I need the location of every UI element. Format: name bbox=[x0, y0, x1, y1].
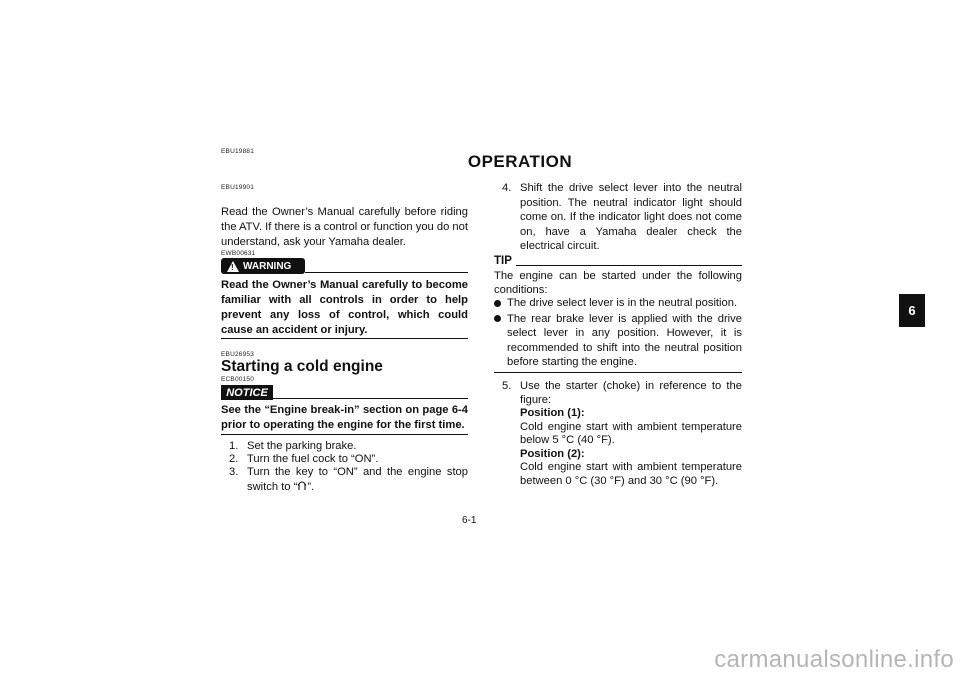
list-item bbox=[502, 181, 742, 251]
notice-code: ECB00150 bbox=[221, 376, 255, 383]
step-text-block bbox=[520, 380, 742, 488]
section-code-cold-start: EBU26953 bbox=[221, 351, 255, 358]
position-1-text: Cold engine start with ambient temperature below 5 °C (40 °F). bbox=[520, 420, 742, 446]
footer-watermark: carmanualsonline.info bbox=[714, 646, 954, 673]
intro-code: EBU19901 bbox=[221, 184, 255, 191]
position-2-label: Position (2): bbox=[520, 447, 585, 460]
chapter-tab: 6 bbox=[899, 294, 925, 327]
step-text-part: ”. bbox=[307, 480, 315, 493]
notice-text: See the “Engine break-in” section on page 6-4 prior to operating the engine for the first time. bbox=[221, 404, 468, 431]
notice-badge: NOTICE bbox=[221, 385, 273, 400]
step-text bbox=[247, 466, 468, 494]
list-item bbox=[502, 380, 742, 490]
list-item bbox=[229, 440, 468, 454]
tip-top-rule bbox=[516, 265, 742, 266]
intro-paragraph: Read the Owner’s Manual carefully before riding the ATV. If there is a control or function you do not understand, ask your Yamaha dealer. bbox=[221, 206, 468, 248]
warning-code: EWB00631 bbox=[221, 250, 256, 257]
tip-bullet-text: The rear brake lever is applied with the drive select lever in any position. However, it is recommended to shift into the neutral position before starting the engine. bbox=[507, 313, 742, 369]
step-number: 2. bbox=[229, 453, 239, 465]
engine-run-switch-icon bbox=[297, 480, 307, 491]
step-number: 4. bbox=[502, 182, 512, 194]
step-text: Shift the drive select lever into the neutral position. The neutral indicator light should come on. If the indicator light does not come on, have a Yamaha dealer check the electrical circuit. bbox=[520, 182, 742, 253]
step-number: 5. bbox=[502, 380, 512, 392]
position-2-text: Cold engine start with ambient temperature between 0 °C (30 °F) and 30 °C (90 °F). bbox=[520, 461, 742, 487]
tip-bullet bbox=[494, 312, 742, 368]
step-text: Turn the fuel cock to “ON”. bbox=[247, 453, 379, 465]
position-1-label: Position (1): bbox=[520, 407, 585, 419]
page-number: 6-1 bbox=[462, 515, 477, 526]
notice-bottom-rule bbox=[221, 434, 468, 435]
step-text: Set the parking brake. bbox=[247, 440, 357, 452]
step-text-part: Turn the key to “ON” and the engine stop switch to “ bbox=[247, 466, 468, 493]
tip-intro: The engine can be started under the following conditions: bbox=[494, 270, 742, 296]
list-item bbox=[229, 466, 468, 494]
warning-triangle-icon: ! bbox=[227, 261, 239, 272]
section-code: EBU19881 bbox=[221, 148, 255, 155]
step-number: 1. bbox=[229, 440, 239, 452]
warning-text: Read the Owner’s Manual carefully to become familiar with all controls in order to help prevent any loss of control, which could cause an accident or injury. bbox=[221, 279, 468, 336]
page-title: OPERATION bbox=[467, 152, 573, 171]
tip-bullet bbox=[494, 297, 742, 311]
step-number: 3. bbox=[229, 466, 239, 478]
step-text: Use the starter (choke) in reference to the figure: bbox=[520, 380, 742, 406]
tip-bottom-rule bbox=[494, 372, 742, 373]
tip-label: TIP bbox=[494, 255, 512, 267]
list-item bbox=[229, 453, 468, 467]
warning-bottom-rule bbox=[221, 338, 468, 339]
section-title: Starting a cold engine bbox=[221, 358, 383, 375]
warning-top-rule bbox=[305, 272, 468, 273]
warning-label: WARNING bbox=[243, 260, 292, 272]
bullet-dot-icon bbox=[494, 315, 501, 322]
tip-bullet-text: The drive select lever is in the neutral position. bbox=[507, 297, 738, 309]
bullet-dot-icon bbox=[494, 300, 501, 307]
notice-top-rule bbox=[273, 398, 468, 399]
warning-badge bbox=[221, 258, 305, 274]
